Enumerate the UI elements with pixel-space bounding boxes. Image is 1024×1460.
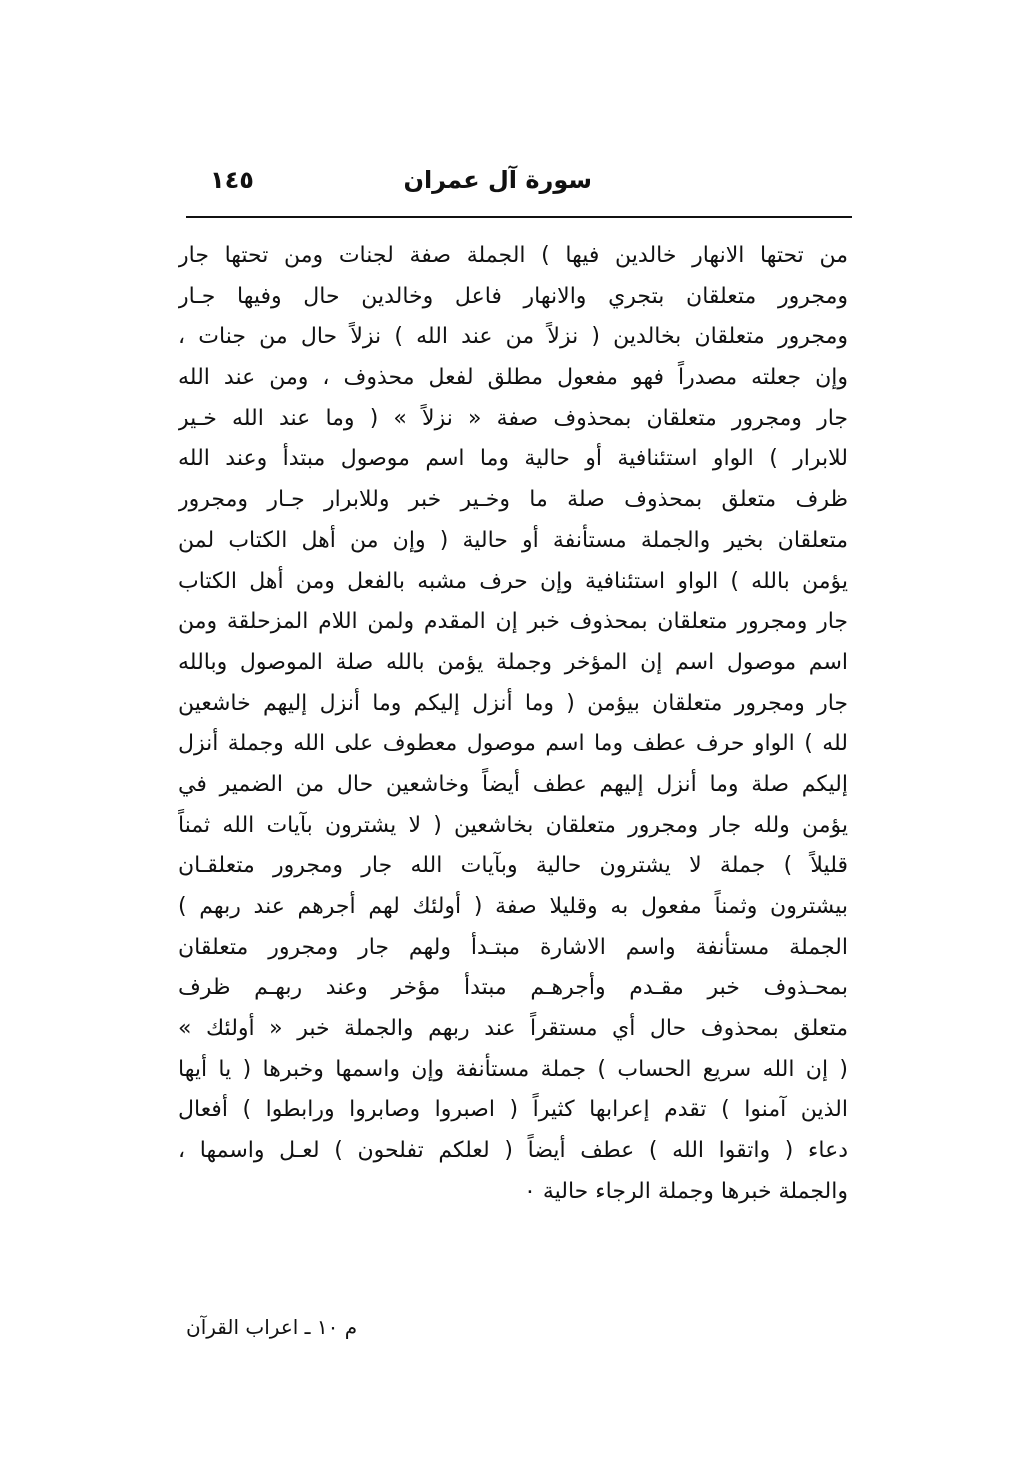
text-line: ومجرور متعلقان بخالدين ( نزلاً من عند الله ) نزلاً حال من جنات ،: [178, 324, 848, 350]
text-line: ومجرور متعلقان بتجري والانهار فاعل وخالدين حال وفيها جـار: [178, 283, 848, 309]
text-line: بمحـذوف خبر مقـدم وأجرهـم مبتدأ مؤخر وعند ربهـم ظرف: [178, 975, 848, 1001]
text-line: الجملة مستأنفة واسم الاشارة مبتـدأ ولهم جار ومجرور متعلقان: [178, 934, 848, 960]
body-text: [178, 236, 848, 1213]
text-line: ظرف متعلق بمحذوف صلة ما وخـير خبر وللابرار جـار ومجرور: [178, 487, 848, 513]
page-header: [186, 166, 850, 206]
header-divider: [186, 216, 852, 218]
text-line: من تحتها الانهار خالدين فيها ) الجملة صفة لجنات ومن تحتها جار: [178, 243, 848, 268]
page-number: ١٤٥: [210, 166, 254, 194]
text-line: للابرار ) الواو استئنافية أو حالية وما اسم موصول مبتدأ وعند الله: [178, 446, 848, 472]
text-line: يؤمن ولله جار ومجرور متعلقان بخاشعين ( لا يشترون بآيات الله ثمناً: [178, 812, 848, 838]
text-line: متعلق بمحذوف حال أي مستقراً عند ربهم والجملة خبر « أولئك »: [178, 1016, 848, 1042]
text-line: اسم موصول اسم إن المؤخر وجملة يؤمن بالله صلة الموصول وبالله: [178, 649, 848, 675]
text-line: ( إن الله سريع الحساب ) جملة مستأنفة وإن واسمها وخبرها ( يا أيها: [178, 1056, 848, 1082]
text-line: متعلقان بخير والجملة مستأنفة أو حالية ( وإن من أهل الكتاب لمن: [178, 527, 848, 553]
text-line: دعاء ( واتقوا الله ) عطف أيضاً ( لعلكم تفلحون ) لعـل واسمها ،: [178, 1138, 848, 1164]
page-footer-signature: م ١٠ ـ اعراب القرآن: [186, 1315, 358, 1339]
text-line: يؤمن بالله ) الواو استئنافية وإن حرف مشبه بالفعل ومن أهل الكتاب: [178, 568, 848, 594]
text-line: والجملة خبرها وجملة الرجاء حالية ٠: [524, 1178, 848, 1204]
text-line: بيشترون وثمناً مفعول به وقليلا صفة ( أولئك لهم أجرهم عند ربهم ): [178, 894, 848, 919]
text-line: جار ومجرور متعلقان بمحذوف صفة « نزلاً » ( وما عند الله خـير: [178, 405, 848, 431]
text-line: قليلاً ) جملة لا يشترون حالية وبآيات الله جار ومجرور متعلقـان: [178, 853, 848, 879]
text-line: لله ) الواو حرف عطف وما اسم موصول معطوف على الله وجملة أنزل: [178, 731, 848, 757]
text-line: جار ومجرور متعلقان بمحذوف خبر إن المقدم ولمن اللام المزحلقة ومن: [178, 609, 848, 635]
text-line: الذين آمنوا ) تقدم إعرابها كثيراً ( اصبروا وصابروا ورابطوا ) أفعال: [178, 1097, 848, 1123]
text-line: جار ومجرور متعلقان بيؤمن ( وما أنزل إليكم وما أنزل إليهم خاشعين: [178, 690, 848, 716]
surah-title: سورة آل عمران: [403, 166, 592, 194]
text-line: وإن جعلته مصدراً فهو مفعول مطلق لفعل محذوف ، ومن عند الله: [178, 365, 848, 391]
text-line: إليكم صلة وما أنزل إليهم عطف أيضاً وخاشعين حال من الضمير في: [178, 771, 848, 797]
